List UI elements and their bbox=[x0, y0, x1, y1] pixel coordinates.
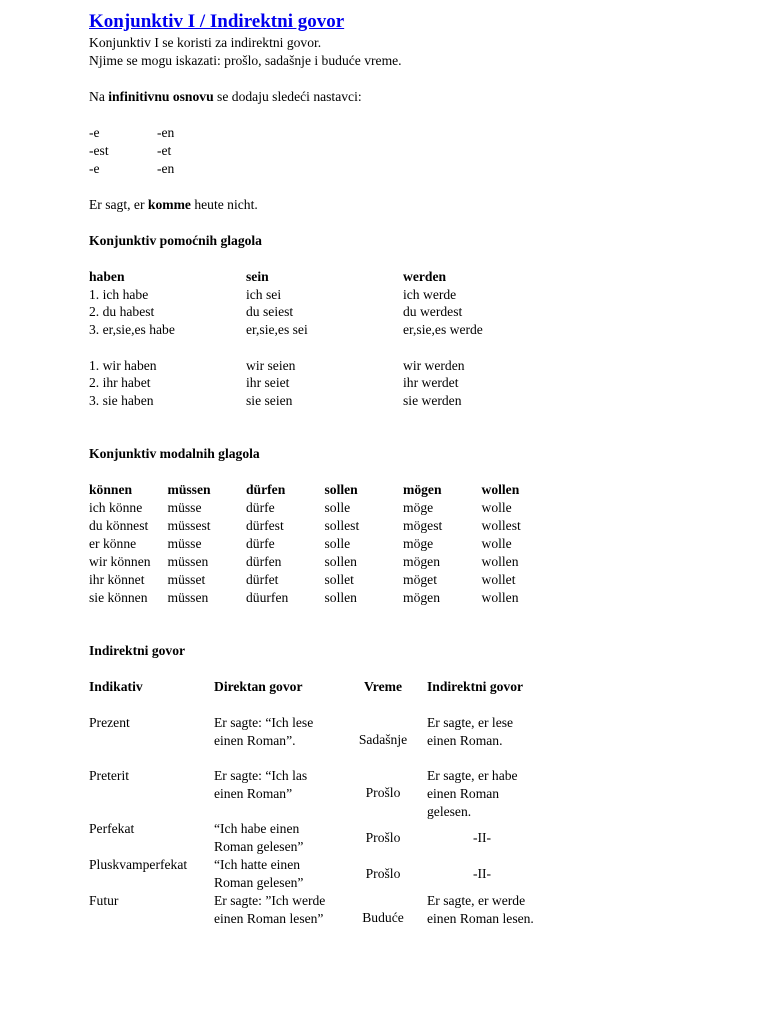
modal-cell: wollest bbox=[481, 517, 521, 533]
document-title-link[interactable]: Konjunktiv I / Indirektni govor bbox=[89, 11, 345, 32]
modal-header-cell: sollen bbox=[324, 481, 358, 497]
indirect-header-cell: Direktan govor bbox=[214, 678, 303, 694]
modal-cell: sollet bbox=[324, 571, 354, 587]
indirect-direct-cell: “Ich habe einen Roman gelesen” bbox=[214, 820, 304, 854]
endings-post: se dodaju sledeći nastavci: bbox=[213, 89, 362, 104]
modal-cell: müssen bbox=[167, 589, 209, 605]
modal-cell: wolle bbox=[481, 535, 512, 551]
auxiliary-row bbox=[89, 392, 749, 410]
modal-cell: möge bbox=[403, 535, 434, 551]
modal-table bbox=[89, 481, 749, 607]
indirect-header-cell: Indikativ bbox=[89, 678, 143, 694]
indirect-heading: Indirektni govor bbox=[89, 642, 186, 658]
auxiliary-cell: 3. er,sie,es habe bbox=[89, 322, 175, 338]
modal-cell: mögen bbox=[403, 589, 440, 605]
modal-cell: müsse bbox=[167, 535, 202, 551]
modal-cell: müsset bbox=[167, 571, 206, 587]
modal-cell: sollen bbox=[324, 553, 357, 569]
modal-row bbox=[89, 589, 749, 607]
modal-cell: du könnest bbox=[89, 517, 149, 533]
modal-cell: dürfen bbox=[246, 553, 282, 569]
indirect-direct-cell: Er sagte: ”Ich werde einen Roman lesen” bbox=[214, 892, 326, 926]
suffix-plural: -en bbox=[157, 125, 175, 140]
modal-row bbox=[89, 499, 749, 517]
indirect-header-cell: Vreme bbox=[364, 678, 402, 694]
indirect-header-cell: Indirektni govor bbox=[427, 678, 524, 694]
modal-cell: müsse bbox=[167, 499, 202, 515]
indirect-speech-cell: Er sagte, er werde einen Roman lesen. bbox=[427, 892, 534, 926]
modal-cell: wolle bbox=[481, 499, 512, 515]
suffix-row bbox=[89, 160, 749, 178]
modal-cell: dürfe bbox=[246, 535, 275, 551]
auxiliary-table bbox=[89, 268, 749, 410]
auxiliary-header-row bbox=[89, 268, 749, 286]
modal-cell: möget bbox=[403, 571, 437, 587]
modal-cell: dürfest bbox=[246, 517, 284, 533]
auxiliary-row bbox=[89, 374, 749, 392]
indirect-direct-cell: “Ich hatte einen Roman gelesen” bbox=[214, 856, 304, 890]
indirect-header-row bbox=[89, 678, 749, 714]
modal-row bbox=[89, 517, 749, 535]
indirect-time-cell: Sadašnje bbox=[358, 732, 408, 748]
modal-cell: möge bbox=[403, 499, 434, 515]
example-sentence bbox=[89, 196, 749, 214]
endings-sentence bbox=[89, 88, 749, 106]
auxiliary-cell: wir werden bbox=[403, 357, 465, 373]
auxiliary-row bbox=[89, 357, 749, 375]
indirect-row bbox=[89, 714, 749, 767]
auxiliary-header-cell: sein bbox=[246, 269, 269, 284]
suffix-row bbox=[89, 142, 749, 160]
modal-row bbox=[89, 535, 749, 553]
indirect-speech-cell: -II- bbox=[472, 865, 492, 881]
suffix-singular: -est bbox=[89, 143, 109, 158]
auxiliary-cell: ich sei bbox=[246, 286, 282, 302]
modal-cell: mögest bbox=[403, 517, 443, 533]
intro-line-2: Njime se mogu iskazati: prošlo, sadašnje i buduće vreme. bbox=[89, 53, 402, 68]
document-page bbox=[89, 10, 749, 945]
modal-cell: ich könne bbox=[89, 499, 143, 515]
auxiliary-row bbox=[89, 286, 749, 304]
indirect-direct-cell: Er sagte: “Ich las einen Roman” bbox=[214, 767, 308, 801]
indirect-direct-cell: Er sagte: “Ich lese einen Roman”. bbox=[214, 714, 314, 748]
suffix-plural: -et bbox=[157, 143, 172, 158]
auxiliary-cell: 2. ihr habet bbox=[89, 375, 151, 391]
modal-cell: mögen bbox=[403, 553, 440, 569]
endings-bold: infinitivnu osnovu bbox=[108, 89, 214, 104]
indirect-time-cell: Prošlo bbox=[365, 785, 401, 801]
auxiliary-row bbox=[89, 303, 749, 321]
auxiliary-cell: er,sie,es sei bbox=[246, 322, 308, 338]
indirect-tense-cell: Futur bbox=[89, 892, 119, 908]
modal-row bbox=[89, 571, 749, 589]
modal-row bbox=[89, 553, 749, 571]
modal-cell: solle bbox=[324, 535, 351, 551]
example-pre: Er sagt, er bbox=[89, 197, 148, 212]
modal-cell: er könne bbox=[89, 535, 137, 551]
auxiliary-cell: er,sie,es werde bbox=[403, 322, 483, 338]
indirect-speech-cell: Er sagte, er habe einen Roman gelesen. bbox=[427, 767, 518, 819]
indirect-row bbox=[89, 767, 749, 820]
indirect-table bbox=[89, 678, 749, 945]
intro-line-1: Konjunktiv I se koristi za indirektni govor. bbox=[89, 35, 322, 50]
modal-cell: wollen bbox=[481, 553, 519, 569]
indirect-time-cell: Prošlo bbox=[365, 829, 401, 845]
indirect-time-cell: Prošlo bbox=[365, 865, 401, 881]
modal-cell: sie können bbox=[89, 589, 148, 605]
modal-cell: wir können bbox=[89, 553, 151, 569]
indirect-tense-cell: Preterit bbox=[89, 767, 130, 783]
modal-cell: sollen bbox=[324, 589, 357, 605]
auxiliary-cell: du seiest bbox=[246, 304, 294, 320]
example-bold: komme bbox=[147, 197, 191, 212]
indirect-tense-cell: Prezent bbox=[89, 714, 130, 730]
auxiliary-cell: sie seien bbox=[246, 393, 293, 409]
example-post: heute nicht. bbox=[190, 197, 258, 212]
modal-cell: dürfet bbox=[246, 571, 279, 587]
modal-header-cell: wollen bbox=[481, 481, 520, 497]
auxiliary-cell: ihr seiet bbox=[246, 375, 290, 391]
indirect-row bbox=[89, 856, 749, 892]
indirect-speech-cell: -II- bbox=[472, 829, 492, 845]
auxiliary-cell: du werdest bbox=[403, 304, 463, 320]
endings-pre: Na bbox=[89, 89, 109, 104]
auxiliary-cell: ich werde bbox=[403, 286, 457, 302]
indirect-row bbox=[89, 820, 749, 856]
modal-cell: dürfe bbox=[246, 499, 275, 515]
modal-heading: Konjunktiv modalnih glagola bbox=[89, 445, 260, 461]
modal-cell: müssest bbox=[167, 517, 211, 533]
modal-header-row bbox=[89, 481, 749, 499]
suffix-row bbox=[89, 124, 749, 142]
auxiliary-cell: 2. du habest bbox=[89, 304, 155, 320]
suffix-table bbox=[89, 124, 749, 178]
auxiliary-heading: Konjunktiv pomoćnih glagola bbox=[89, 233, 262, 248]
modal-header-cell: mögen bbox=[403, 481, 442, 497]
modal-cell: düurfen bbox=[246, 589, 289, 605]
modal-cell: wollen bbox=[481, 589, 519, 605]
modal-header-cell: dürfen bbox=[246, 481, 286, 497]
indirect-tense-cell: Pluskvamperfekat bbox=[89, 856, 188, 872]
modal-header-cell: können bbox=[89, 481, 133, 497]
auxiliary-cell: sie werden bbox=[403, 393, 462, 409]
modal-cell: sollest bbox=[324, 517, 360, 533]
suffix-singular: -e bbox=[89, 125, 100, 140]
indirect-tense-cell: Perfekat bbox=[89, 820, 135, 836]
auxiliary-cell: wir seien bbox=[246, 357, 296, 373]
modal-cell: ihr könnet bbox=[89, 571, 145, 587]
modal-cell: solle bbox=[324, 499, 351, 515]
auxiliary-row bbox=[89, 321, 749, 339]
modal-cell: müssen bbox=[167, 553, 209, 569]
auxiliary-cell: 1. wir haben bbox=[89, 357, 157, 373]
suffix-plural: -en bbox=[157, 161, 175, 176]
modal-header-cell: müssen bbox=[167, 481, 211, 497]
auxiliary-cell: 1. ich habe bbox=[89, 286, 149, 302]
suffix-singular: -e bbox=[89, 161, 100, 176]
indirect-row bbox=[89, 892, 749, 945]
auxiliary-header-cell: haben bbox=[89, 269, 125, 284]
indirect-speech-cell: Er sagte, er lese einen Roman. bbox=[427, 714, 514, 748]
auxiliary-cell: ihr werdet bbox=[403, 375, 459, 391]
auxiliary-cell: 3. sie haben bbox=[89, 393, 154, 409]
modal-cell: wollet bbox=[481, 571, 516, 587]
auxiliary-header-cell: werden bbox=[403, 269, 447, 284]
indirect-time-cell: Buduće bbox=[362, 910, 404, 926]
